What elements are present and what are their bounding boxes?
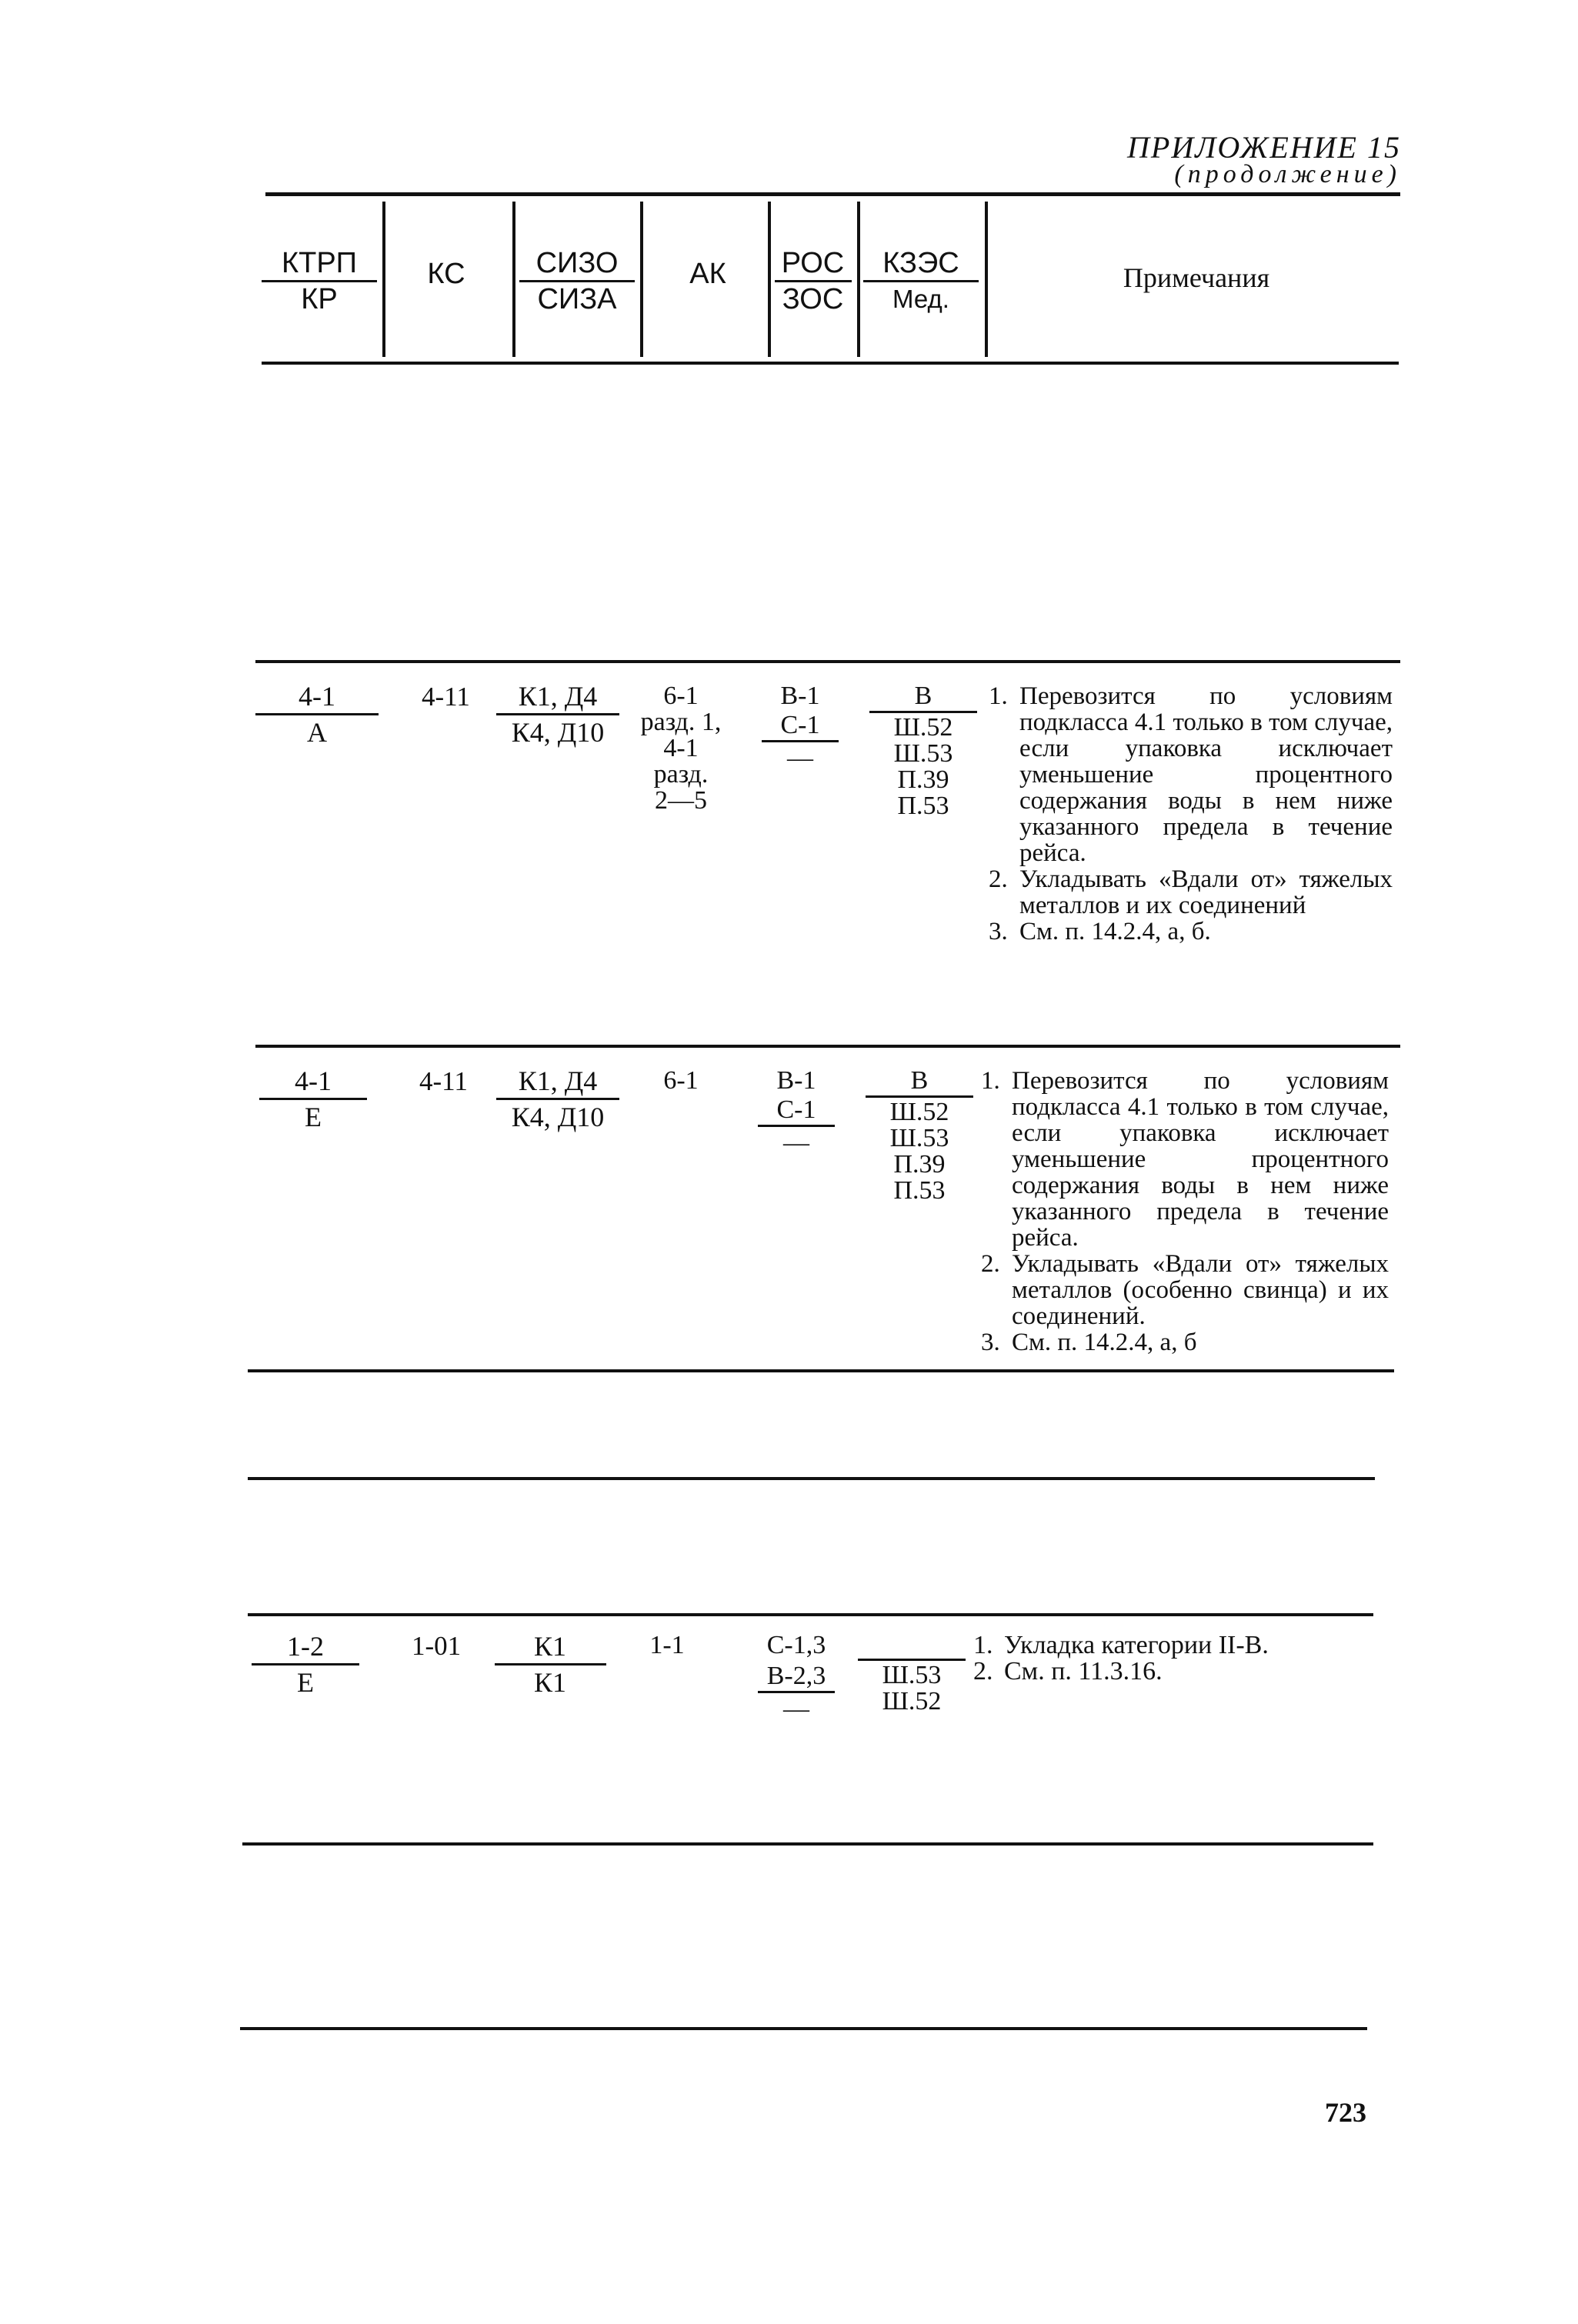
header-kr: КР — [301, 283, 338, 315]
zos-dash: — — [787, 744, 813, 772]
header-zos: ЗОС — [782, 283, 844, 315]
ak-value: разд. 1, — [640, 708, 722, 736]
kzes-value: В — [910, 1066, 929, 1095]
ros-value: С-1,3 — [766, 1631, 826, 1659]
header-ros-zos — [772, 248, 853, 315]
ros-zos — [750, 1632, 842, 1722]
ros-zos — [754, 1068, 839, 1156]
footer-rule — [240, 2027, 1367, 2030]
ak-values — [632, 1632, 702, 1659]
med-value: П.39 — [893, 1150, 946, 1179]
sizo-value: К1 — [533, 1631, 566, 1662]
ak-value: 6-1 — [663, 682, 699, 710]
kzes-med — [854, 1632, 969, 1715]
ktrp-value: 4-1 — [295, 1065, 332, 1096]
note-item: 1. Перевозится по условиям подкласса 4.1 только в том случае, если упаковка исключает уменьшение процентного содержания воды в нем ниже указанного предела в течение рейса. — [981, 1067, 1389, 1252]
kr-value: А — [307, 717, 327, 748]
header-sizo: СИЗО — [535, 247, 619, 279]
header-med: Мед. — [892, 285, 949, 313]
zos-value: В-2,3 — [766, 1662, 826, 1690]
med-value: П.53 — [897, 792, 949, 820]
appendix-subtitle: (продолжение) — [1174, 160, 1401, 188]
med-value: П.53 — [893, 1176, 946, 1205]
col-divider — [640, 202, 643, 357]
ak-value: 4-1 — [663, 734, 699, 762]
col-divider — [382, 202, 385, 357]
med-value: Ш.52 — [882, 1687, 942, 1715]
col-divider — [985, 202, 988, 357]
header-notes: Примечания — [1123, 262, 1270, 293]
kr-value: Е — [297, 1667, 314, 1698]
ros-zos — [758, 683, 842, 772]
ak-value: 1-1 — [649, 1631, 685, 1659]
med-value: Ш.53 — [893, 739, 953, 768]
siza-value: К4, Д10 — [511, 1102, 605, 1132]
table-top-rule — [265, 192, 1400, 196]
sizo-value: К1, Д4 — [518, 1065, 598, 1096]
row-notes — [981, 1068, 1389, 1355]
ktrp-value: 4-1 — [299, 681, 335, 712]
row-top-rule — [255, 660, 1400, 663]
row-top-rule — [248, 1613, 1373, 1616]
ak-value: разд. — [653, 760, 709, 789]
header-ktrp-kr — [258, 248, 381, 315]
header-ak: АК — [689, 258, 726, 290]
header-ros: РОС — [781, 247, 845, 279]
kzes-value: В — [914, 682, 932, 710]
note-item: 2. См. п. 11.3.16. — [973, 1657, 1163, 1685]
header-ktrp: КТРП — [281, 247, 357, 279]
med-value: Ш.52 — [889, 1098, 949, 1126]
header-ks: КС — [427, 258, 465, 290]
header-kzes: КЗЭС — [882, 247, 959, 279]
sizo-siza — [492, 1631, 608, 1698]
ks-value: 4-11 — [419, 1066, 468, 1096]
ktrp-kr — [255, 681, 379, 748]
row-bottom-rule — [248, 1369, 1394, 1372]
note-item: 3. См. п. 14.2.4, а, б. — [989, 918, 1211, 945]
col-divider — [768, 202, 771, 357]
row-top-rule — [255, 1045, 1400, 1048]
siza-value: К4, Д10 — [511, 717, 605, 748]
kzes-value — [854, 1632, 969, 1659]
header-siza: СИЗА — [537, 283, 617, 315]
sizo-value: К1, Д4 — [518, 681, 598, 712]
row-notes — [989, 683, 1393, 945]
kr-value: Е — [305, 1102, 322, 1132]
appendix-title: ПРИЛОЖЕНИЕ 15 — [1127, 130, 1401, 165]
zos-dash: — — [783, 1129, 809, 1157]
col-divider — [857, 202, 860, 357]
row-bottom-rule — [242, 1842, 1373, 1846]
note-item: 1. Перевозится по условиям подкласса 4.1 только в том случае, если упаковка исключает уменьшение процентного содержания воды в нем ниже указанного предела в течение рейса. — [989, 682, 1393, 867]
ktrp-kr — [248, 1631, 363, 1698]
zos-dash: — — [783, 1695, 809, 1723]
sizo-siza — [496, 1065, 619, 1132]
ks-value: 1-01 — [412, 1631, 462, 1661]
row-notes — [973, 1632, 1373, 1685]
med-value: Ш.53 — [889, 1124, 949, 1152]
ros-value: В-1 — [776, 1066, 816, 1095]
ktrp-value: 1-2 — [287, 1631, 324, 1662]
header-bottom-rule — [262, 362, 1399, 365]
med-value: Ш.53 — [882, 1661, 942, 1689]
sizo-siza — [496, 681, 619, 748]
ros-value: В-1 — [780, 682, 820, 710]
siza-value: К1 — [533, 1667, 566, 1698]
section-rule — [248, 1477, 1375, 1480]
header-kzes-med — [863, 248, 979, 315]
note-item: 3. См. п. 14.2.4, а, б — [981, 1329, 1197, 1356]
zos-value: С-1 — [776, 1095, 816, 1124]
ak-value: 2—5 — [655, 786, 707, 815]
zos-value: С-1 — [780, 711, 820, 739]
med-value: Ш.52 — [893, 713, 953, 742]
note-item: 1. Укладка категории II-В. — [973, 1631, 1269, 1659]
kzes-med — [866, 683, 981, 819]
note-item: 2. Укладывать «Вдали от» тяжелых металлов и их соединений — [989, 865, 1393, 919]
header-sizo-siza — [519, 248, 635, 315]
col-divider — [512, 202, 515, 357]
ks-value: 4-11 — [422, 682, 470, 712]
med-value: П.39 — [897, 765, 949, 794]
ak-values — [642, 1068, 719, 1094]
ak-values — [631, 683, 731, 814]
ktrp-kr — [255, 1065, 371, 1132]
page-number: 723 — [1325, 2097, 1366, 2128]
ak-value: 6-1 — [663, 1066, 699, 1095]
kzes-med — [862, 1068, 977, 1204]
note-item: 2. Укладывать «Вдали от» тяжелых металлов (особенно свинца) и их соединений. — [981, 1250, 1389, 1330]
